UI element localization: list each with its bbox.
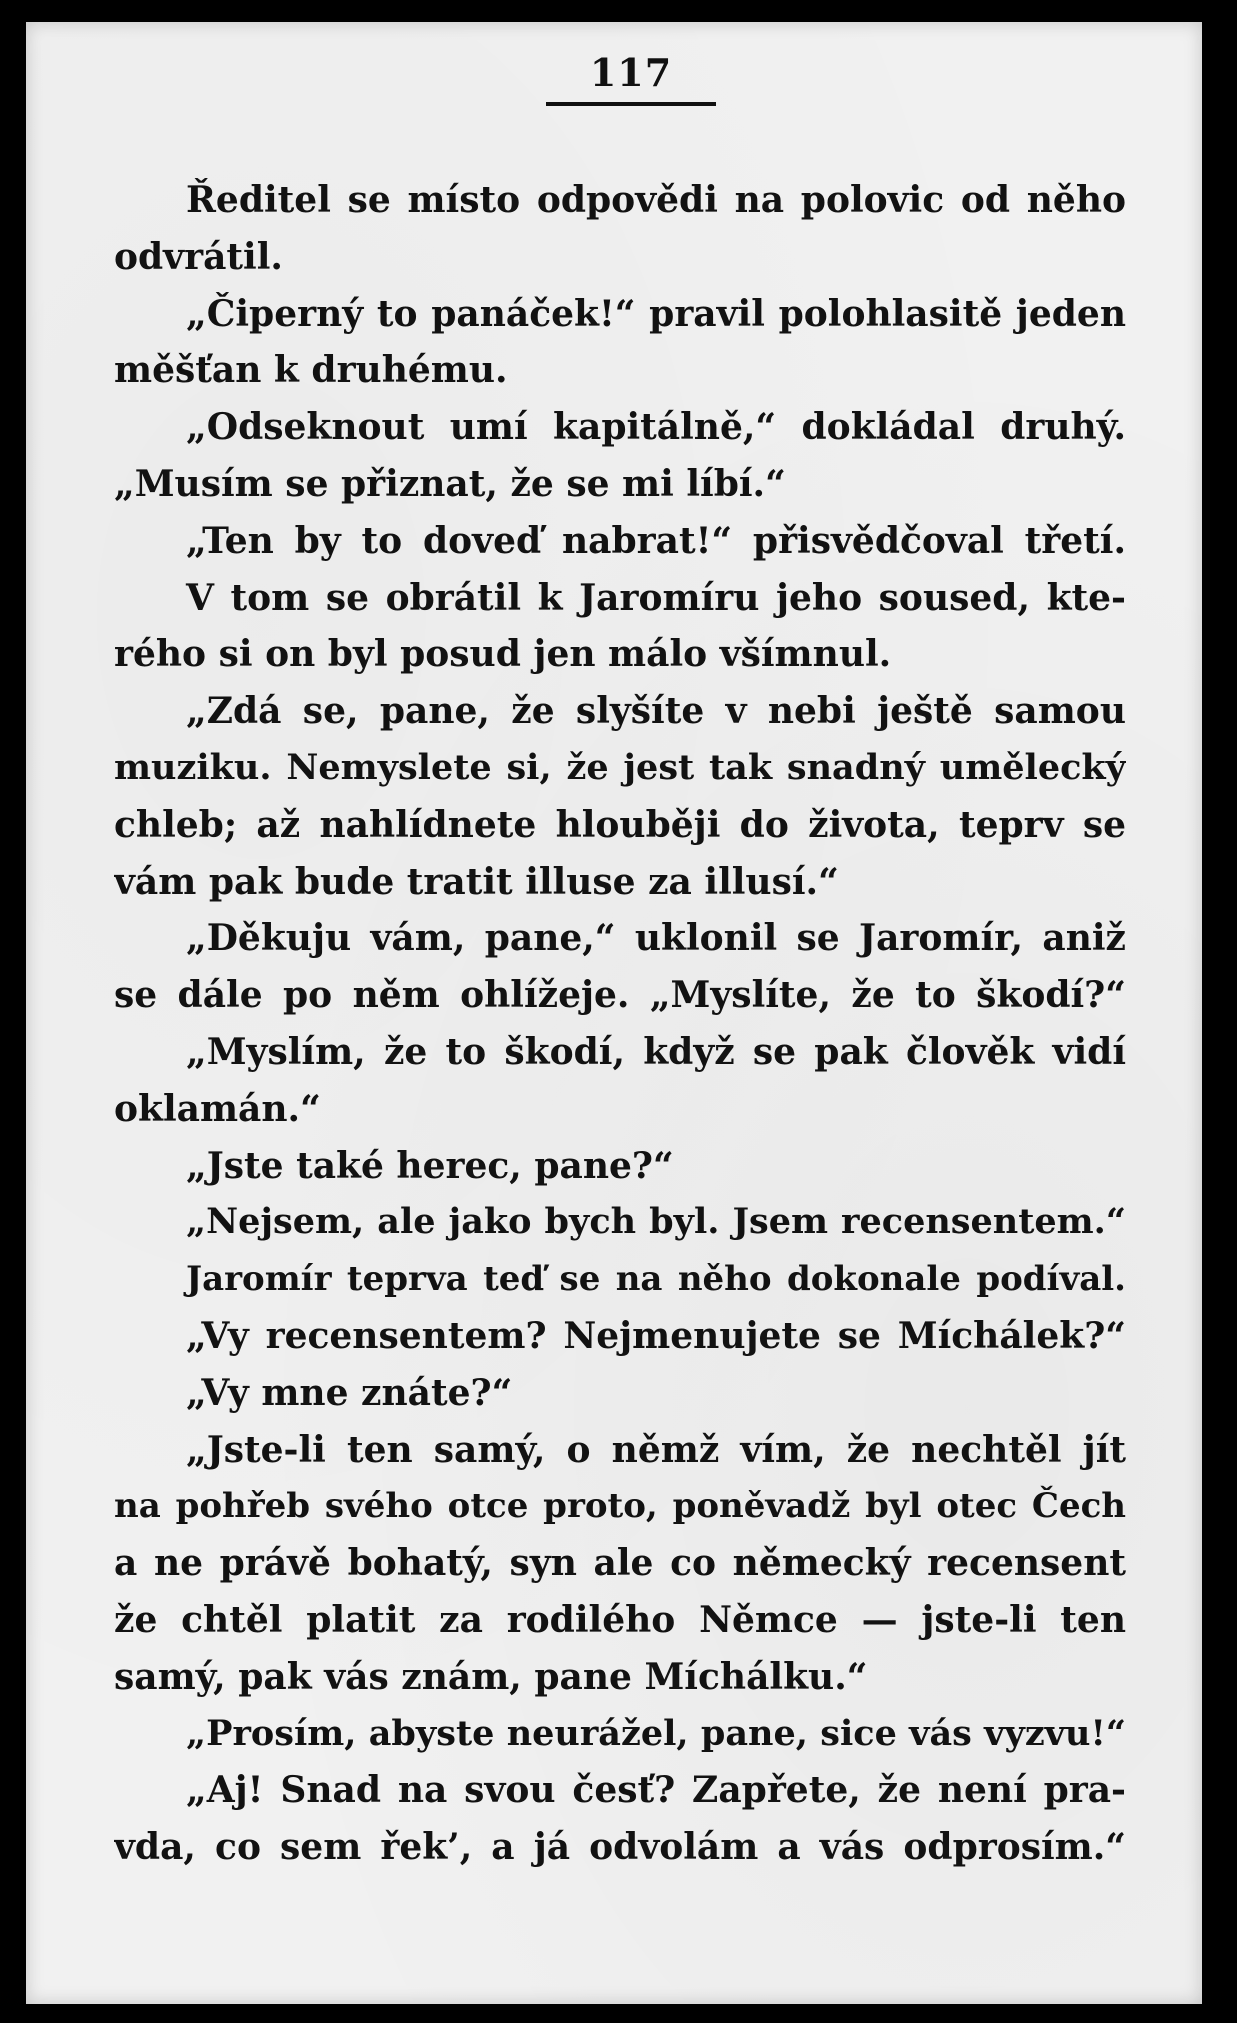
text-line: „Jste také herec, pane?“: [186, 1144, 674, 1187]
text-line: „Vy mne znáte?“: [186, 1371, 513, 1414]
text-line: Ředitel se místo odpovědi na polovic od něho: [186, 179, 1126, 221]
text-line: „Vy recensentem? Nejmenujete se Míchálek?“: [186, 1314, 1126, 1357]
body-text: [114, 172, 1126, 1876]
text-line: samý, pak vás znám, pane Míchálku.“: [114, 1655, 868, 1698]
text-line: „Jste-li ten samý, o němž vím, že nechtěl jít: [186, 1428, 1126, 1471]
text-line: „Aj! Snad na svou česť? Zapřete, že není pra-: [186, 1769, 1126, 1812]
text-line: se dále po něm ohlížeje. „Myslíte, že to škodí?“: [114, 974, 1126, 1017]
book-page: [26, 22, 1202, 2004]
text-line: vda, co sem řek’, a já odvolám a vás odprosím.“: [114, 1826, 1126, 1869]
text-line: měšťan k druhému.: [114, 349, 508, 392]
text-line: „Musím se přiznat, že se mi líbí.“: [114, 462, 786, 505]
text-line: „Odseknout umí kapitálně,“ dokládal druhý.: [186, 406, 1126, 449]
text-line: Jaromír teprva teď se na něho dokonale podíval.: [186, 1259, 1126, 1300]
text-line: „Prosím, abyste neurážel, pane, sice vás vyzvu!“: [186, 1712, 1126, 1754]
text-line: muziku. Nemyslete si, že jest tak snadný umělecký: [114, 746, 1126, 788]
text-line: rého si on byl posud jen málo všímnul.: [114, 633, 892, 676]
text-line: „Děkuju vám, pane,“ uklonil se Jaromír, aniž: [186, 917, 1126, 960]
text-line: odvrátil.: [114, 235, 283, 278]
text-line: chleb; až nahlídnete hlouběji do života, teprv se: [114, 803, 1126, 846]
text-line: na pohřeb svého otce proto, poněvadž byl otec Čech: [114, 1486, 1126, 1527]
text-line: „Čiperný to panáček!“ pravil polohlasitě jeden: [186, 292, 1126, 335]
page-number: 117: [589, 50, 673, 95]
text-line: že chtěl platit za rodilého Němce — jste-li ten: [114, 1598, 1126, 1641]
text-line: „Myslím, že to škodí, když se pak člověk vidí: [186, 1030, 1126, 1073]
page-number-rule: [546, 102, 716, 106]
text-line: „Zdá se, pane, že slyšíte v nebi ještě samou: [186, 690, 1126, 733]
text-line: vám pak bude tratit illuse za illusí.“: [114, 860, 839, 903]
text-line: „Ten by to doveď nabrat!“ přisvědčoval třetí.: [186, 519, 1126, 562]
text-line: „Nejsem, ale jako bych byl. Jsem recensentem.“: [186, 1201, 1126, 1243]
text-line: oklamán.“: [114, 1087, 321, 1130]
text-line: a ne právě bohatý, syn ale co německý recensent: [114, 1542, 1126, 1585]
text-line: V tom se obrátil k Jaromíru jeho soused, kte-: [186, 576, 1126, 619]
